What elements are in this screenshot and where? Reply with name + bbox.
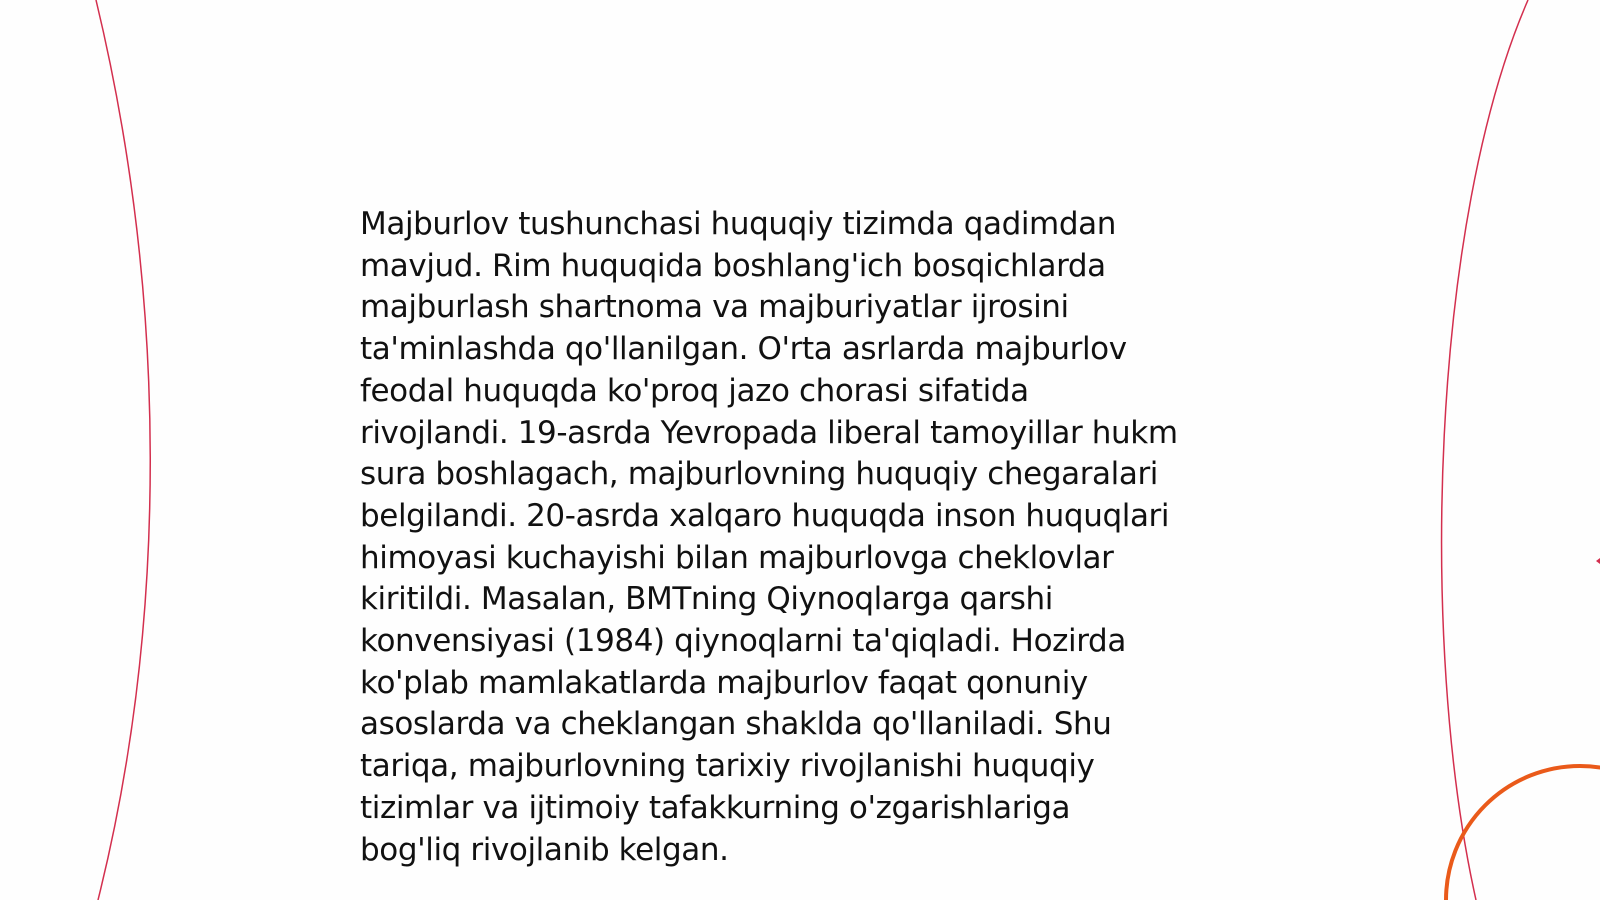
orange-circle-outline [1446,766,1600,900]
slide-body-text: Majburlov tushunchasi huquqiy tizimda qadimdan mavjud. Rim huquqida boshlang'ich bosqichlarda majburlash shartnoma va majburiyatlar ijrosini ta'minlashda qo'llanilgan. O'rta asrlarda majburlov feodal huquqda ko'proq jazo chorasi sifatida rivojlandi. 19-asrda Yevropada liberal tamoyillar hukm sura boshlagach, majburlovning huquqiy chegaralari belgilandi. 20-asrda xalqaro huquqda inson huquqlari himoyasi kuchayishi bilan majburlovga cheklovlar kiritildi. Masalan, BMTning Qiynoqlarga qarshi konvensiyasi (1984) qiynoqlarni ta'qiqladi. Hozirda ko'plab mamlakatlarda majburlov faqat qonuniy asoslarda va cheklangan shaklda qo'llaniladi. Shu tariqa, majburlovning tarixiy rivojlanishi huquqiy tizimlar va ijtimoiy tafakkurning o'zgarishlariga bog'liq rivojlanib kelgan. [360,206,1178,868]
right-curve-line [1442,0,1528,900]
small-arrow-mark [1596,558,1600,564]
left-curve-line [96,0,150,900]
